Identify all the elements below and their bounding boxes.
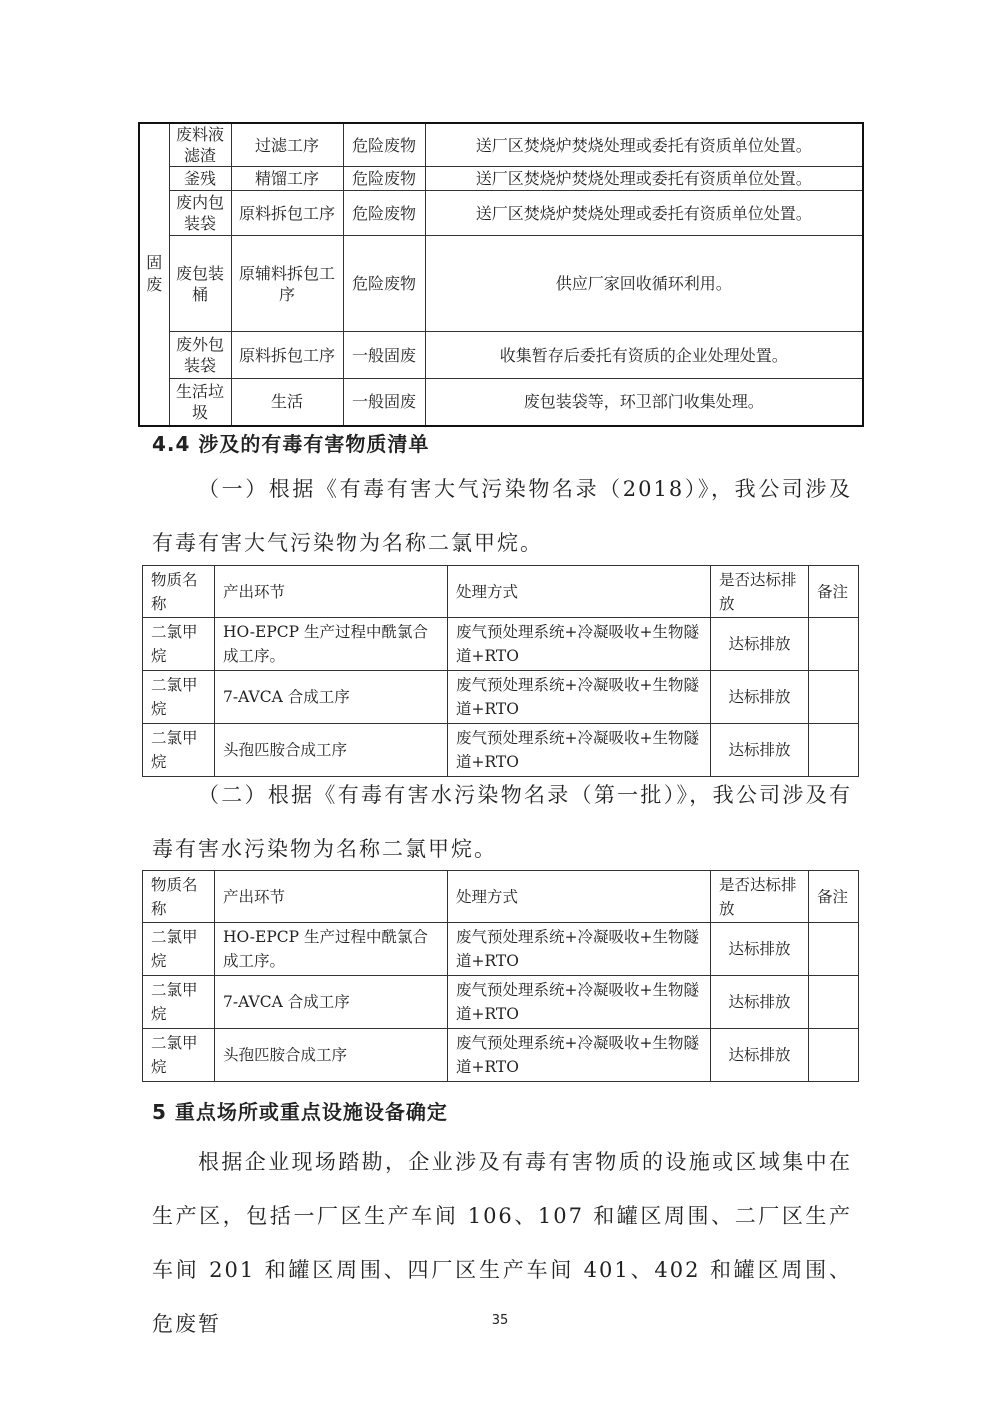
waste-name-cell: 废内包装袋 (169, 191, 231, 236)
remark-cell (809, 923, 859, 976)
stage-cell: 头孢匹胺合成工序 (215, 724, 448, 777)
stage-cell: 头孢匹胺合成工序 (215, 1029, 448, 1082)
waste-name-cell: 生活垃圾 (169, 379, 231, 426)
compliance-cell: 达标排放 (711, 618, 809, 671)
header-substance: 物质名称 (143, 566, 215, 618)
treatment-cell: 废气预处理系统+冷凝吸收+生物隧道+RTO (448, 923, 711, 976)
header-compliance: 是否达标排放 (711, 871, 809, 923)
table-row (139, 123, 863, 167)
stage-cell: HO-EPCP 生产过程中酰氯合成工序。 (215, 923, 448, 976)
waste-source-cell: 精馏工序 (231, 167, 343, 191)
waste-source-cell: 原辅料拆包工序 (231, 236, 343, 332)
header-compliance: 是否达标排放 (711, 566, 809, 618)
waste-category-cell: 固废 (139, 123, 169, 426)
page-number: 35 (491, 1313, 509, 1328)
water-pollutant-paragraph: （二）根据《有毒有害水污染物名录（第一批）》，我公司涉及有毒有害水污染物为名称二氯甲烷。 (152, 783, 852, 861)
water-pollutant-table (142, 870, 859, 1082)
stage-cell: 7-AVCA 合成工序 (215, 976, 448, 1029)
treatment-cell: 废气预处理系统+冷凝吸收+生物隧道+RTO (448, 724, 711, 777)
treatment-cell: 废气预处理系统+冷凝吸收+生物隧道+RTO (448, 976, 711, 1029)
table-row (143, 1029, 859, 1082)
compliance-cell: 达标排放 (711, 724, 809, 777)
waste-name-cell: 废包装桶 (169, 236, 231, 332)
table-header-row (143, 566, 859, 618)
stage-cell: HO-EPCP 生产过程中酰氯合成工序。 (215, 618, 448, 671)
table-row (139, 167, 863, 191)
waste-type-cell: 危险废物 (343, 167, 425, 191)
header-substance: 物质名称 (143, 871, 215, 923)
waste-name-cell: 废料液滤渣 (169, 123, 231, 167)
header-remark: 备注 (809, 566, 859, 618)
air-pollutant-paragraph: （一）根据《有毒有害大气污染物名录（2018）》，我公司涉及有毒有害大气污染物为名称二氯甲烷。 (152, 477, 852, 555)
waste-type-cell: 危险废物 (343, 236, 425, 332)
compliance-cell: 达标排放 (711, 976, 809, 1029)
header-treatment: 处理方式 (448, 566, 711, 618)
waste-name-cell: 废外包装袋 (169, 332, 231, 379)
table-row (139, 236, 863, 332)
waste-type-cell: 一般固废 (343, 332, 425, 379)
table-row (139, 379, 863, 426)
waste-source-cell: 过滤工序 (231, 123, 343, 167)
header-remark: 备注 (809, 871, 859, 923)
substance-cell: 二氯甲烷 (143, 1029, 215, 1082)
substance-cell: 二氯甲烷 (143, 618, 215, 671)
table-row (143, 923, 859, 976)
remark-cell (809, 976, 859, 1029)
table-row (139, 191, 863, 236)
waste-type-cell: 一般固废 (343, 379, 425, 426)
table-row (143, 976, 859, 1029)
waste-method-cell: 供应厂家回收循环利用。 (425, 236, 863, 332)
header-stage: 产出环节 (215, 566, 448, 618)
table-header-row (143, 871, 859, 923)
solid-waste-table (138, 122, 864, 427)
waste-type-cell: 危险废物 (343, 191, 425, 236)
treatment-cell: 废气预处理系统+冷凝吸收+生物隧道+RTO (448, 671, 711, 724)
waste-name-cell: 釜残 (169, 167, 231, 191)
substance-cell: 二氯甲烷 (143, 671, 215, 724)
table-row (139, 332, 863, 379)
remark-cell (809, 1029, 859, 1082)
waste-method-cell: 废包装袋等，环卫部门收集处理。 (425, 379, 863, 426)
compliance-cell: 达标排放 (711, 923, 809, 976)
waste-method-cell: 收集暂存后委托有资质的企业处理处置。 (425, 332, 863, 379)
waste-method-cell: 送厂区焚烧炉焚烧处理或委托有资质单位处置。 (425, 123, 863, 167)
substance-cell: 二氯甲烷 (143, 923, 215, 976)
compliance-cell: 达标排放 (711, 1029, 809, 1082)
table-row (143, 671, 859, 724)
header-treatment: 处理方式 (448, 871, 711, 923)
compliance-cell: 达标排放 (711, 671, 809, 724)
table-row (143, 618, 859, 671)
header-stage: 产出环节 (215, 871, 448, 923)
substance-cell: 二氯甲烷 (143, 724, 215, 777)
section-heading-4-4: 4.4 涉及的有毒有害物质清单 (152, 432, 430, 456)
stage-cell: 7-AVCA 合成工序 (215, 671, 448, 724)
air-pollutant-table (142, 565, 859, 777)
remark-cell (809, 671, 859, 724)
waste-method-cell: 送厂区焚烧炉焚烧处理或委托有资质单位处置。 (425, 167, 863, 191)
section-heading-5: 5 重点场所或重点设施设备确定 (152, 1100, 448, 1124)
remark-cell (809, 618, 859, 671)
key-sites-paragraph: 根据企业现场踏勘，企业涉及有毒有害物质的设施或区域集中在生产区，包括一厂区生产车间 106、107 和罐区周围、二厂区生产车间 201 和罐区周围、四厂区生产车间 401、402 和罐区周围、危废暂 (152, 1150, 852, 1336)
waste-source-cell: 生活 (231, 379, 343, 426)
waste-source-cell: 原料拆包工序 (231, 332, 343, 379)
waste-source-cell: 原料拆包工序 (231, 191, 343, 236)
waste-method-cell: 送厂区焚烧炉焚烧处理或委托有资质单位处置。 (425, 191, 863, 236)
treatment-cell: 废气预处理系统+冷凝吸收+生物隧道+RTO (448, 618, 711, 671)
waste-type-cell: 危险废物 (343, 123, 425, 167)
treatment-cell: 废气预处理系统+冷凝吸收+生物隧道+RTO (448, 1029, 711, 1082)
substance-cell: 二氯甲烷 (143, 976, 215, 1029)
